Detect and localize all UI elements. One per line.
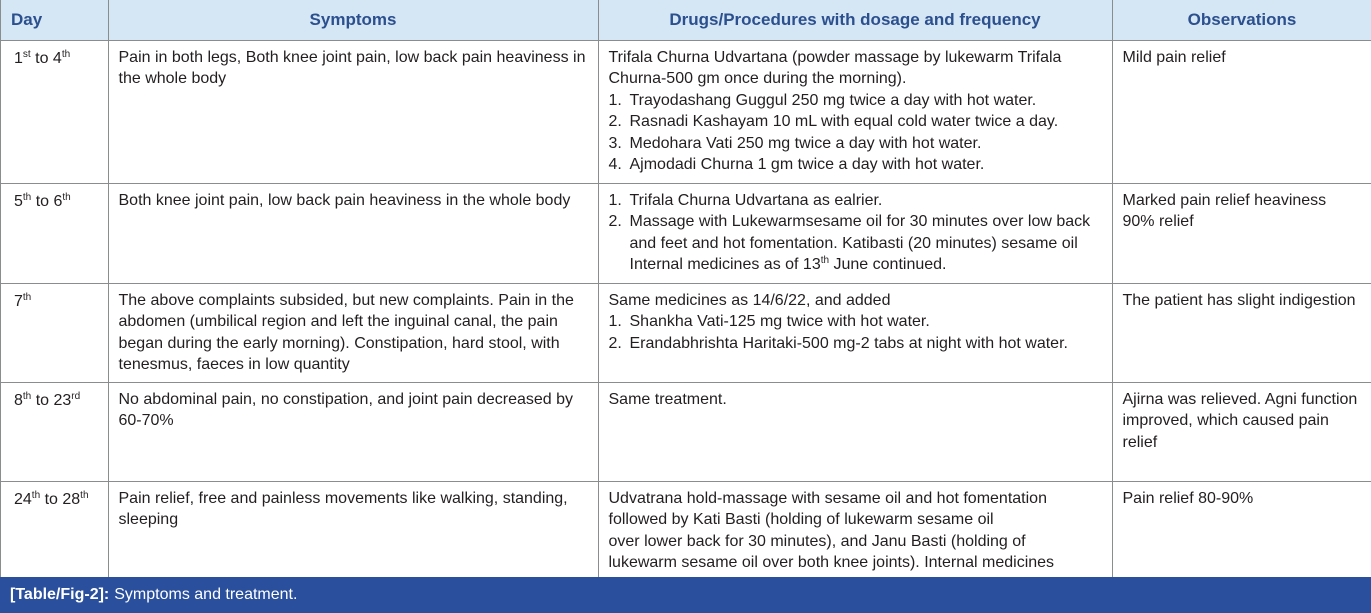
list-item: 4. Ajmodadi Churna 1 gm twice a day with hot water. (608, 156, 985, 174)
header-drugs: Drugs/Procedures with dosage and frequency (598, 0, 1112, 40)
day-cell: 5th to 6th (1, 183, 108, 283)
drugs-line: lukewarm sesame oil over both knee joints). Internal medicines (608, 554, 1055, 572)
drugs-cell (598, 183, 1112, 283)
table-caption (0, 577, 1371, 613)
observations-cell: Mild pain relief (1112, 40, 1371, 183)
header-symptoms: Symptoms (108, 0, 598, 40)
caption-label: [Table/Fig-2]: (10, 586, 110, 603)
list-item: 1. Trifala Churna Udvartana as ealrier. (608, 191, 883, 209)
drugs-intro: Same medicines as 14/6/22, and added (608, 291, 891, 309)
header-observations: Observations (1112, 0, 1371, 40)
symptoms-cell: Pain in both legs, Both knee joint pain, low back pain heaviness in the whole body (108, 40, 598, 183)
day-cell: 7th (1, 283, 108, 382)
list-item: 1. Shankha Vati-125 mg twice with hot water. (608, 313, 930, 331)
header-day: Day (1, 0, 108, 40)
drugs-line: followed by Kati Basti (holding of lukewarm sesame oil (608, 511, 994, 529)
drugs-line: over lower back for 30 minutes), and Janu Basti (holding of (608, 532, 1026, 550)
observations-cell: Marked pain relief heaviness 90% relief (1112, 183, 1371, 283)
observations-cell: The patient has slight indigestion (1112, 283, 1371, 382)
drugs-list (609, 90, 1102, 176)
drugs-line: Udvatrana hold-massage with sesame oil and hot fomentation (608, 489, 1047, 507)
drugs-list (609, 190, 1102, 276)
list-item: 2. Massage with Lukewarmsesame oil for 30 minutes over low back and feet and hot fomentation. Katibasti (20 minutes) sesame oil Internal medicines as of 13th June continued. (608, 213, 1091, 274)
list-item: 2. Erandabhrishta Haritaki-500 mg-2 tabs at night with hot water. (608, 334, 1068, 352)
symptoms-cell: Both knee joint pain, low back pain heaviness in the whole body (108, 183, 598, 283)
drugs-list (609, 311, 1102, 354)
table-row (1, 382, 1371, 481)
symptoms-treatment-table (1, 0, 1371, 613)
drugs-cell: Same treatment. (598, 382, 1112, 481)
header-row (1, 0, 1371, 40)
drugs-intro: Trifala Churna Udvartana (powder massage by lukewarm Trifala Churna-500 gm once during the morning). (608, 48, 1062, 88)
drugs-cell (598, 40, 1112, 183)
table-row (1, 283, 1371, 382)
day-cell: 8th to 23rd (1, 382, 108, 481)
symptoms-cell: Pain relief, free and painless movements like walking, standing, sleeping (108, 481, 598, 613)
observations-cell: Ajirna was relieved. Agni function improved, which caused pain relief (1112, 382, 1371, 481)
day-cell: 1st to 4th (1, 40, 108, 183)
table-row (1, 40, 1371, 183)
list-item: 3. Medohara Vati 250 mg twice a day with hot water. (608, 134, 982, 152)
caption-text: Symptoms and treatment. (114, 586, 298, 603)
observations-cell: Pain relief 80-90% (1112, 481, 1371, 613)
list-item: 1. Trayodashang Guggul 250 mg twice a day with hot water. (608, 91, 1037, 109)
list-item: 2. Rasnadi Kashayam 10 mL with equal cold water twice a day. (608, 113, 1059, 131)
day-cell: 24th to 28th (1, 481, 108, 613)
symptoms-cell: No abdominal pain, no constipation, and joint pain decreased by 60-70% (108, 382, 598, 481)
drugs-cell (598, 283, 1112, 382)
table-row (1, 183, 1371, 283)
symptoms-cell: The above complaints subsided, but new complaints. Pain in the abdomen (umbilical region and left the inguinal canal, the pain began during the early morning). Constipation, hard stool, with tenesmus, faeces in low quantity (108, 283, 598, 382)
